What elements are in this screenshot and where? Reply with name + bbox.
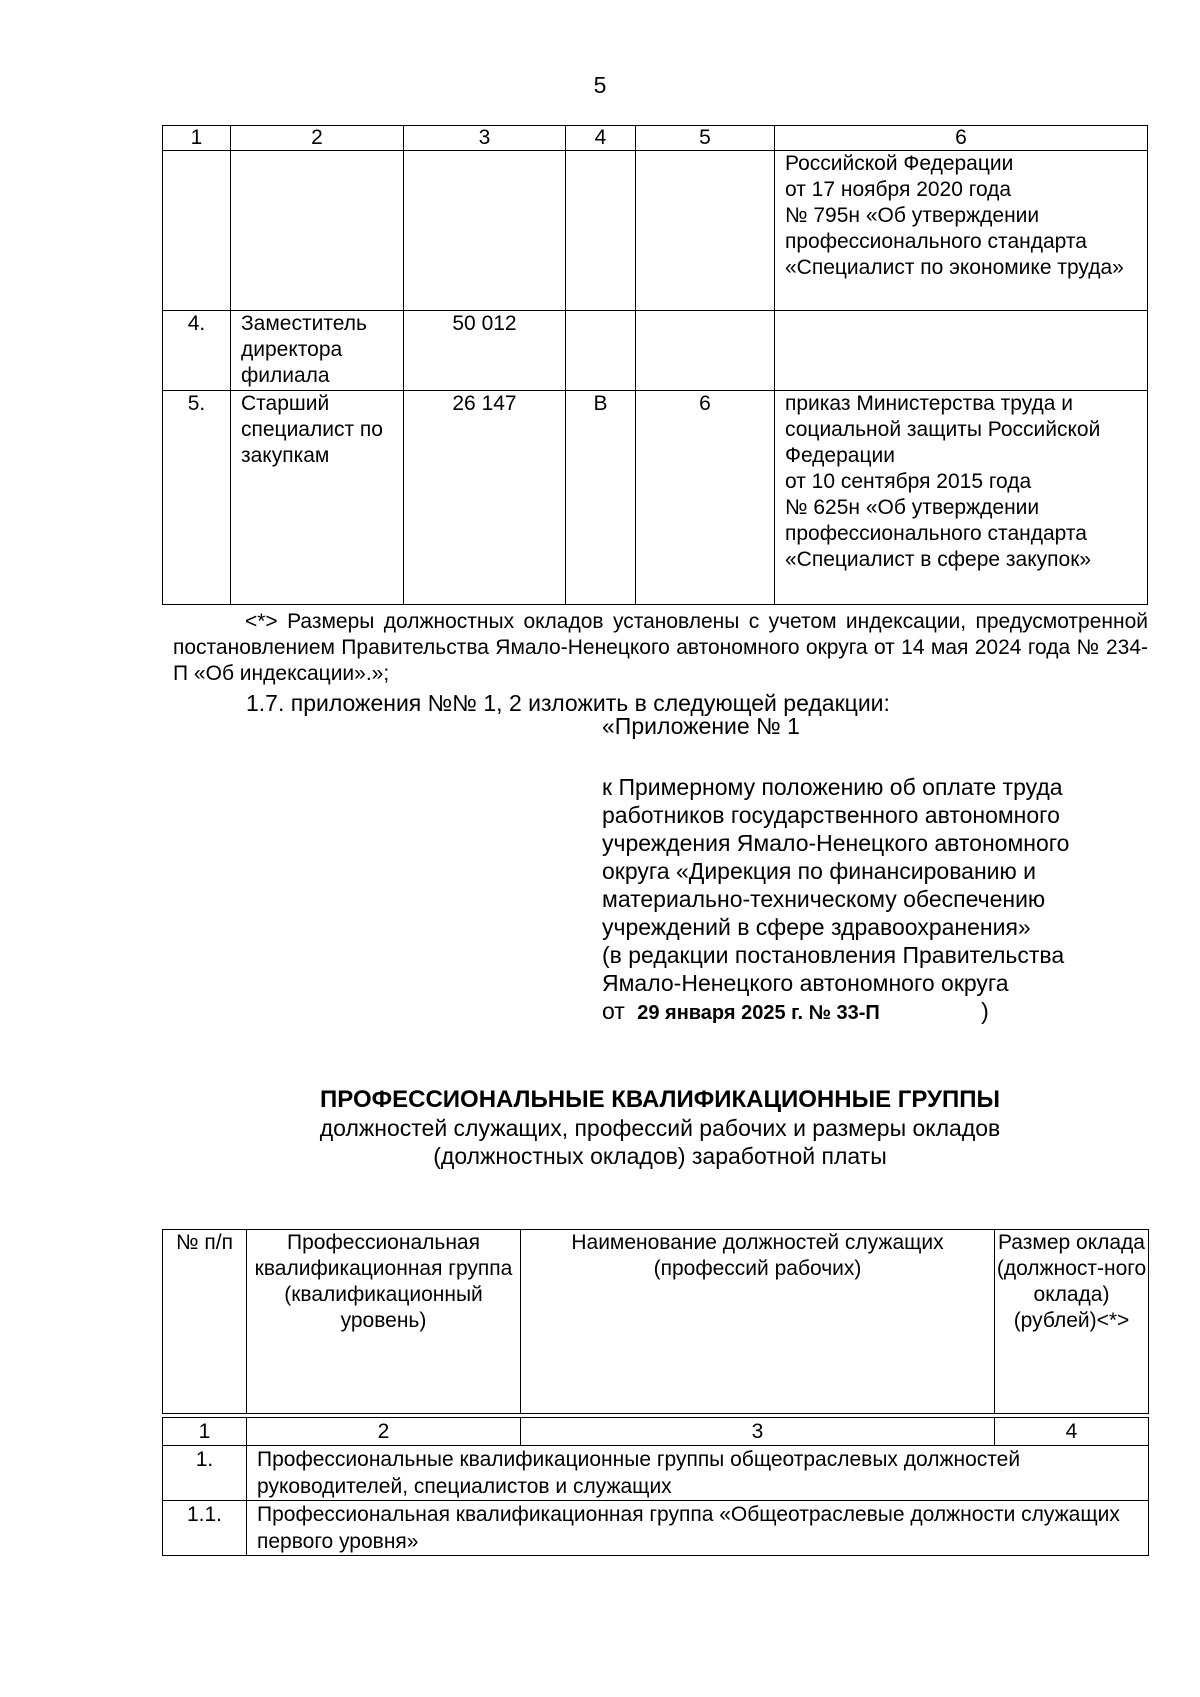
col-header-4: 4 bbox=[566, 126, 636, 151]
legal-basis: приказ Министерства труда и социальной защиты Российской Федерации от 10 сентября 2015 года № 625н «Об утверждении профессионального стандарта «Специалист в сфере закупок» bbox=[775, 391, 1148, 605]
appendix-line: округа «Дирекция по финансированию и bbox=[602, 858, 1037, 884]
row-number: 1. bbox=[163, 1446, 247, 1501]
col-number-3: 3 bbox=[521, 1418, 995, 1446]
col-header-6: 6 bbox=[775, 126, 1148, 151]
date-prefix: от bbox=[602, 998, 625, 1024]
appendix-line: к Примерному положению об оплате труда bbox=[602, 774, 1063, 800]
table-row bbox=[163, 391, 1148, 605]
col-header-5: 5 bbox=[636, 126, 775, 151]
appendix-date-line bbox=[602, 997, 1162, 1027]
table-row bbox=[163, 1446, 1149, 1501]
legal-basis: Российской Федерации от 17 ноября 2020 года № 795н «Об утверждении профессионального стандарта «Специалист по экономике труда» bbox=[775, 151, 1148, 311]
position-title: Заместитель директора филиала bbox=[231, 311, 404, 391]
doc-title: ПРОФЕССИОНАЛЬНЫЕ КВАЛИФИКАЦИОННЫЕ ГРУППЫ bbox=[320, 1086, 1000, 1113]
appendix-title: «Приложение № 1 bbox=[602, 713, 800, 739]
header-qualification-group: Профессиональная квалификационная группа (квалификационный уровень) bbox=[247, 1230, 521, 1414]
appendix-line: материально-техническому обеспечению bbox=[602, 886, 1046, 912]
salary-value: 50 012 bbox=[404, 311, 566, 391]
sublevel bbox=[636, 151, 775, 311]
appendix-line: учреждения Ямало-Ненецкого автономного bbox=[602, 830, 1070, 856]
sublevel: 6 bbox=[636, 391, 775, 605]
qualification-groups-header-table bbox=[162, 1229, 1149, 1414]
item-1-7: 1.7. приложения №№ 1, 2 изложить в следующей редакции: bbox=[246, 690, 890, 716]
col-header-3: 3 bbox=[404, 126, 566, 151]
salary-value: 26 147 bbox=[404, 391, 566, 605]
table-row bbox=[163, 1501, 1149, 1556]
col-number-2: 2 bbox=[247, 1418, 521, 1446]
table-row bbox=[163, 311, 1148, 391]
doc-subtitle-1: должностей служащих, профессий рабочих и размеры окладов bbox=[319, 1115, 1001, 1141]
salary-value bbox=[404, 151, 566, 311]
row-number: 4. bbox=[163, 311, 231, 391]
qualification-groups-table bbox=[162, 1417, 1149, 1556]
appendix-line: работников государственного автономного bbox=[602, 802, 1060, 828]
appendix-block bbox=[602, 773, 1162, 1027]
column-number-row bbox=[163, 1418, 1149, 1446]
legal-basis bbox=[775, 311, 1148, 391]
page-number: 5 bbox=[593, 72, 607, 98]
table-header-row bbox=[163, 1230, 1149, 1414]
staff-salary-table bbox=[162, 125, 1148, 605]
table-row bbox=[163, 151, 1148, 311]
group-title: Профессиональная квалификационная группа «Общеотраслевые должности служащих первого уровня» bbox=[247, 1501, 1149, 1556]
qualification-level bbox=[566, 311, 636, 391]
qualification-level: В bbox=[566, 391, 636, 605]
position-title bbox=[231, 151, 404, 311]
appendix-line: учреждений в сфере здравоохранения» bbox=[602, 914, 1031, 940]
header-row-number: № п/п bbox=[163, 1230, 247, 1414]
row-number: 5. bbox=[163, 391, 231, 605]
col-number-4: 4 bbox=[995, 1418, 1149, 1446]
row-number bbox=[163, 151, 231, 311]
date-suffix: ) bbox=[981, 998, 989, 1024]
appendix-line: (в редакции постановления Правительства bbox=[602, 942, 1065, 968]
position-title: Старший специалист по закупкам bbox=[231, 391, 404, 605]
sublevel bbox=[636, 311, 775, 391]
footnote: <*> Размеры должностных окладов установлены с учетом индексации, предусмотренной постановлением Правительства Ямало-Ненецкого автономного округа от 14 мая 2024 года № 234-П «Об индексации».»; bbox=[173, 610, 1148, 685]
group-title: Профессиональные квалификационные группы общеотраслевых должностей руководителей, специалистов и служащих bbox=[247, 1446, 1149, 1501]
appendix-line: Ямало-Ненецкого автономного округа bbox=[602, 970, 1009, 996]
qualification-level bbox=[566, 151, 636, 311]
doc-subtitle-2: (должностных окладов) заработной платы bbox=[433, 1143, 887, 1169]
decree-date: 29 января 2025 г. № 33-П bbox=[637, 1002, 880, 1024]
header-positions: Наименование должностей служащих (профессий рабочих) bbox=[521, 1230, 995, 1414]
col-header-1: 1 bbox=[163, 126, 231, 151]
header-salary: Размер оклада (должност-ного оклада) (рублей)<*> bbox=[995, 1230, 1149, 1414]
row-number: 1.1. bbox=[163, 1501, 247, 1556]
col-number-1: 1 bbox=[163, 1418, 247, 1446]
col-header-2: 2 bbox=[231, 126, 404, 151]
table-header-row bbox=[163, 126, 1148, 151]
